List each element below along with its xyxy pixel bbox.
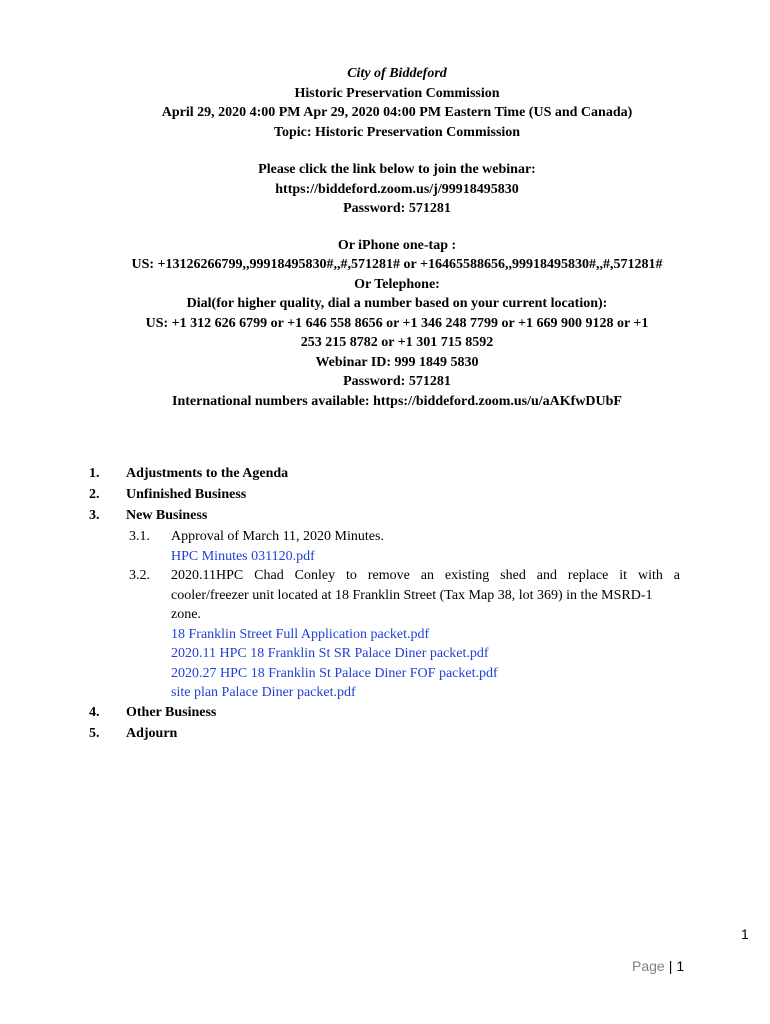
document-link[interactable]: site plan Palace Diner packet.pdf [171, 685, 356, 700]
agenda-item-label: Unfinished Business [126, 487, 247, 502]
sub-item-text: Approval of March 11, 2020 Minutes. [171, 529, 384, 544]
agenda-item-label: Adjustments to the Agenda [126, 466, 289, 481]
us-numbers-line1: US: +1 312 626 6799 or +1 646 558 8656 or +1 346 248 7799 or +1 669 900 9128 or +1 [145, 315, 649, 331]
agenda-list [0, 464, 770, 745]
agenda-sub-item [0, 566, 770, 703]
document-link[interactable]: 2020.11 HPC 18 Franklin St SR Palace Diner packet.pdf [171, 646, 489, 661]
agenda-item-number: 2. [89, 487, 100, 502]
join-prompt: Please click the link below to join the webinar: [258, 162, 536, 177]
join-url[interactable]: https://biddeford.zoom.us/j/99918495830 [275, 181, 519, 197]
spacer [0, 142, 770, 160]
agenda-item-number: 5. [89, 725, 100, 741]
spacer [0, 219, 770, 236]
agenda-item-label: Other Business [126, 704, 217, 720]
agenda-item-number: 1. [89, 466, 100, 481]
document-link[interactable]: 2020.27 HPC 18 Franklin St Palace Diner FOF packet.pdf [171, 665, 498, 681]
webinar-password: Password: 571281 [343, 201, 451, 216]
sub-item-number: 3.2. [129, 568, 150, 583]
agenda-item [0, 464, 770, 485]
footer-page-number: 1 [676, 958, 685, 974]
page-footer [632, 958, 684, 974]
commission-name: Historic Preservation Commission [294, 85, 500, 101]
telephone-password: Password: 571281 [343, 374, 451, 389]
document-link[interactable]: HPC Minutes 031120.pdf [171, 548, 315, 564]
document-link[interactable]: 18 Franklin Street Full Application packet.pdf [171, 626, 430, 642]
meeting-datetime: April 29, 2020 4:00 PM Apr 29, 2020 04:00 PM Eastern Time (US and Canada) [161, 105, 633, 120]
sub-item-text: zone. [171, 607, 201, 622]
sub-item-number: 3.1. [129, 529, 150, 544]
sub-item-text: cooler/freezer unit located at 18 Franklin Street (Tax Map 38, lot 369) in the MSRD-1 [171, 587, 653, 603]
meeting-topic: Topic: Historic Preservation Commission [273, 124, 521, 140]
agenda-sub-item [0, 527, 770, 566]
agenda-item-label: Adjourn [126, 725, 178, 741]
sub-item-text: 2020.11HPC Chad Conley to remove an existing shed and replace it with a [171, 568, 680, 583]
page-number-top: 1 [741, 926, 749, 942]
iphone-numbers: US: +13126266799,,99918495830#,,#,571281# or +16465588656,,99918495830#,,#,571281# [131, 257, 663, 272]
us-numbers-line2: 253 215 8782 or +1 301 715 8592 [300, 335, 494, 350]
international-numbers[interactable]: International numbers available: https://biddeford.zoom.us/u/aAKfwDUbF [172, 393, 622, 409]
webinar-id: Webinar ID: 999 1849 5830 [315, 354, 479, 370]
meeting-header [0, 64, 770, 411]
agenda-item-number: 3. [89, 508, 100, 523]
agenda-item [0, 485, 770, 506]
agenda-item [0, 724, 770, 745]
agenda-item-number: 4. [89, 704, 100, 720]
telephone-label: Or Telephone: [354, 276, 440, 292]
iphone-label: Or iPhone one-tap : [337, 237, 457, 253]
footer-page-label: Page [632, 958, 665, 974]
agenda-item [0, 506, 770, 527]
dial-instruction: Dial(for higher quality, dial a number based on your current location): [186, 296, 608, 311]
city-name: City of Biddeford [347, 66, 447, 81]
agenda-item [0, 703, 770, 724]
footer-separator: | [668, 958, 673, 974]
agenda-item-label: New Business [126, 508, 208, 523]
